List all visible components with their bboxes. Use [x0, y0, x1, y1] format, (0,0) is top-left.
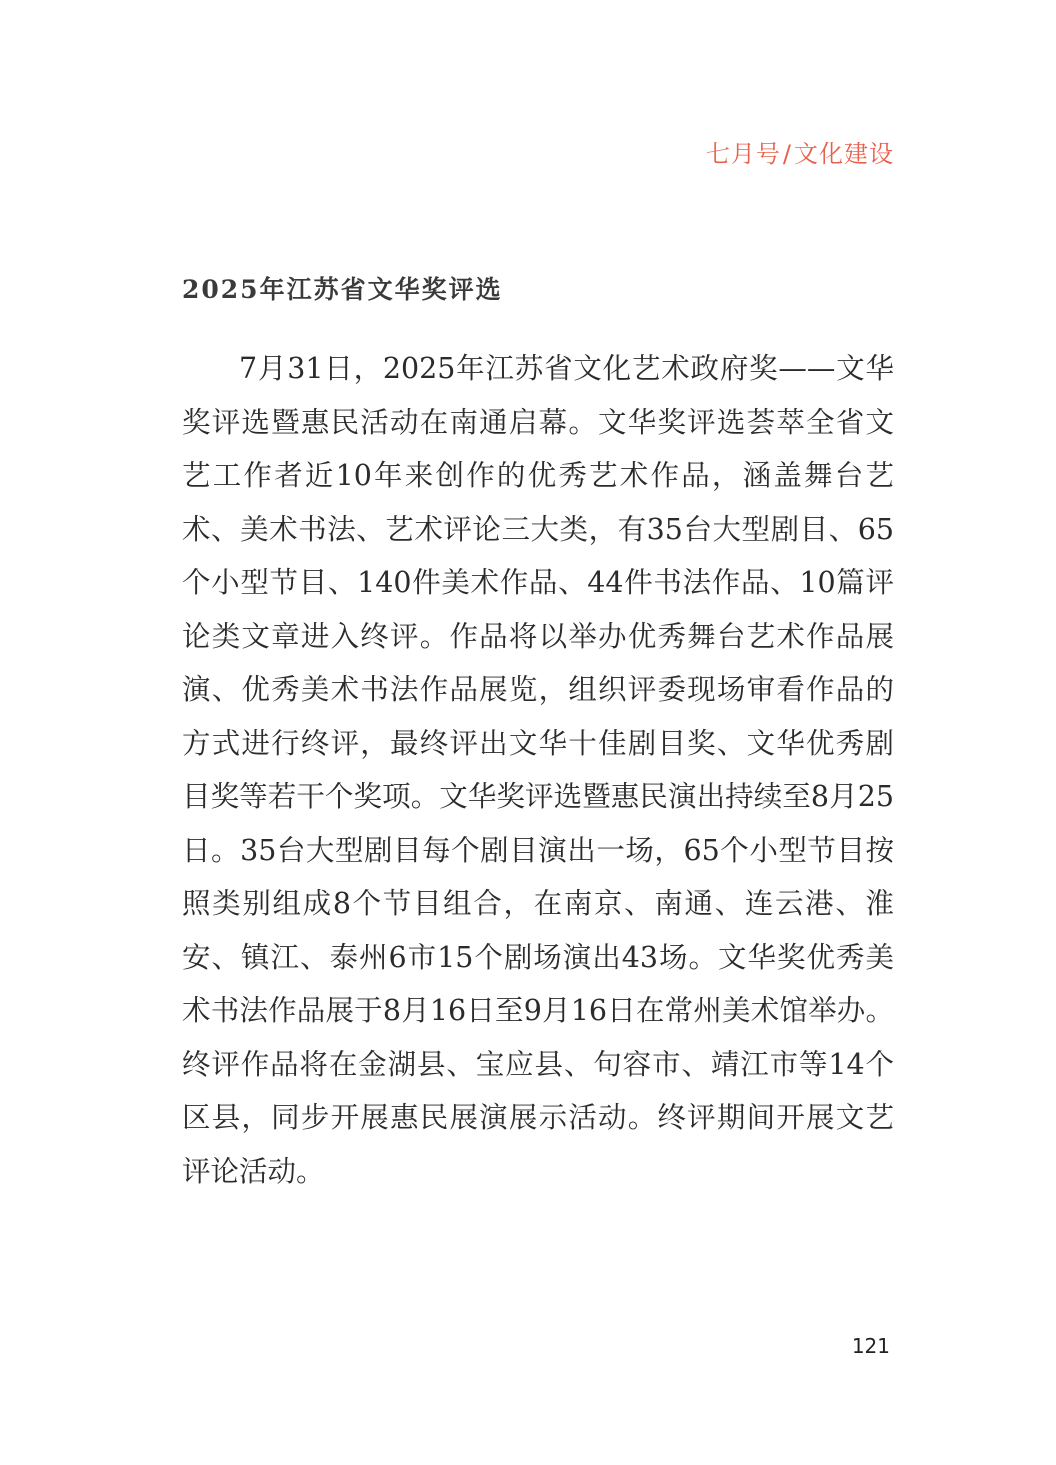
article-title: 2025年江苏省文华奖评选 [182, 275, 503, 304]
issue-label: 七月号 [705, 140, 781, 168]
running-head [706, 136, 894, 172]
article-body: 7月31日，2025年江苏省文化艺术政府奖——文华奖评选暨惠民活动在南通启幕。文华奖评选荟萃全省文艺工作者近10年来创作的优秀艺术作品，涵盖舞台艺术、美术书法、艺术评论三大类，有35台大型剧目、65个小型节目、140件美术作品、44件书法作品、10篇评论类文章进入终评。作品将以举办优秀舞台艺术作品展演、优秀美术书法作品展览，组织评委现场审看作品的方式进行终评，最终评出文华十佳剧目奖、文华优秀剧目奖等若干个奖项。文华奖评选暨惠民演出持续至8月25日。35台大型剧目每个剧目演出一场，65个小型节目按照类别组成8个节目组合，在南京、南通、连云港、淮安、镇江、泰州6市15个剧场演出43场。文华奖优秀美术书法作品展于8月16日至9月16日在常州美术馆举办。终评作品将在金湖县、宝应县、句容市、靖江市等14个区县，同步开展惠民展演展示活动。终评期间开展文艺评论活动。 [182, 352, 894, 1188]
page-number: 121 [851, 1334, 890, 1358]
header-separator: / [782, 140, 792, 168]
section-label: 文化建设 [794, 140, 894, 168]
article [182, 270, 894, 1198]
